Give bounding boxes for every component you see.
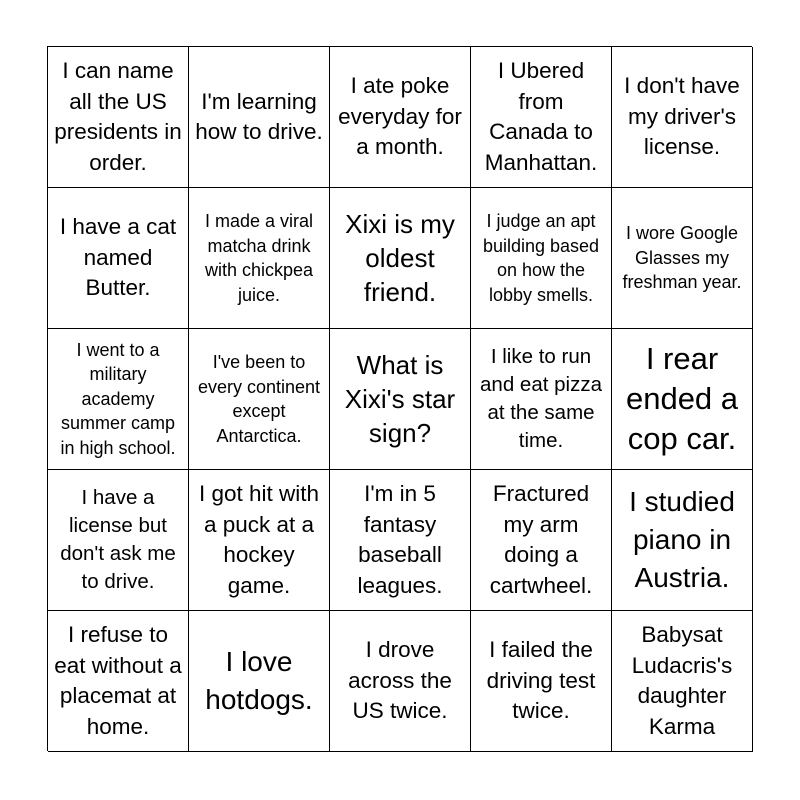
cell-text: I judge an apt building based on how the lobby smells. (482, 211, 600, 305)
cell-text: I rear ended a cop car. (625, 341, 739, 456)
cell-text: I have a license but don't ask me to drive. (60, 486, 176, 593)
bingo-cell-r4c2[interactable] (189, 470, 330, 611)
cell-text: I went to a military academy summer camp in high school. (60, 339, 176, 458)
cell-text: I got hit with a puck at a hockey game. (198, 481, 320, 598)
cell-text: I failed the driving test twice. (486, 637, 596, 724)
cell-text: I made a viral matcha drink with chickpea juice. (204, 211, 314, 305)
cell-text: I studied piano in Austria. (629, 486, 735, 593)
cell-text: What is Xixi's star sign? (344, 350, 456, 448)
cell-text: I'm in 5 fantasy baseball leagues. (357, 481, 443, 598)
bingo-cell-r3c3[interactable] (330, 329, 471, 470)
cell-text: Babysat Ludacris's daughter Karma (631, 622, 733, 739)
cell-text: I Ubered from Canada to Manhattan. (484, 58, 598, 175)
bingo-cell-r1c5[interactable] (612, 47, 753, 188)
cell-text: I've been to every continent except Antarctica. (197, 352, 321, 446)
bingo-cell-r5c5[interactable] (612, 611, 753, 752)
bingo-cell-r5c1[interactable] (48, 611, 189, 752)
bingo-cell-r4c4[interactable] (471, 470, 612, 611)
bingo-cell-r2c3[interactable] (330, 188, 471, 329)
cell-text: I'm learning how to drive. (195, 88, 323, 144)
bingo-cell-r1c1[interactable] (48, 47, 189, 188)
bingo-cell-r2c2[interactable] (189, 188, 330, 329)
bingo-board (47, 46, 752, 751)
bingo-cell-r3c5[interactable] (612, 329, 753, 470)
bingo-cell-r2c4[interactable] (471, 188, 612, 329)
cell-text: I can name all the US presidents in order. (54, 58, 182, 175)
bingo-cell-r5c2[interactable] (189, 611, 330, 752)
cell-text: Fractured my arm doing a cartwheel. (489, 481, 593, 598)
cell-text: I love hotdogs. (205, 646, 313, 715)
bingo-cell-r5c3[interactable] (330, 611, 471, 752)
bingo-cell-r2c5[interactable] (612, 188, 753, 329)
cell-text: I wore Google Glasses my freshman year. (622, 223, 742, 293)
cell-text: I drove across the US twice. (348, 637, 452, 724)
cell-text: I have a cat named Butter. (59, 214, 177, 301)
bingo-cell-r3c1[interactable] (48, 329, 189, 470)
cell-text: I like to run and eat pizza at the same time. (480, 345, 602, 452)
bingo-cell-r1c3[interactable] (330, 47, 471, 188)
bingo-cell-r4c3[interactable] (330, 470, 471, 611)
bingo-cell-r2c1[interactable] (48, 188, 189, 329)
bingo-cell-r1c2[interactable] (189, 47, 330, 188)
bingo-cell-r4c1[interactable] (48, 470, 189, 611)
bingo-cell-r3c2[interactable] (189, 329, 330, 470)
bingo-cell-r1c4[interactable] (471, 47, 612, 188)
bingo-cell-r4c5[interactable] (612, 470, 753, 611)
cell-text: I don't have my driver's license. (624, 73, 740, 160)
bingo-cell-r5c4[interactable] (471, 611, 612, 752)
cell-text: I refuse to eat without a placemat at home. (54, 622, 182, 739)
cell-text: Xixi is my oldest friend. (345, 209, 455, 307)
cell-text: I ate poke everyday for a month. (338, 73, 462, 160)
bingo-cell-r3c4[interactable] (471, 329, 612, 470)
